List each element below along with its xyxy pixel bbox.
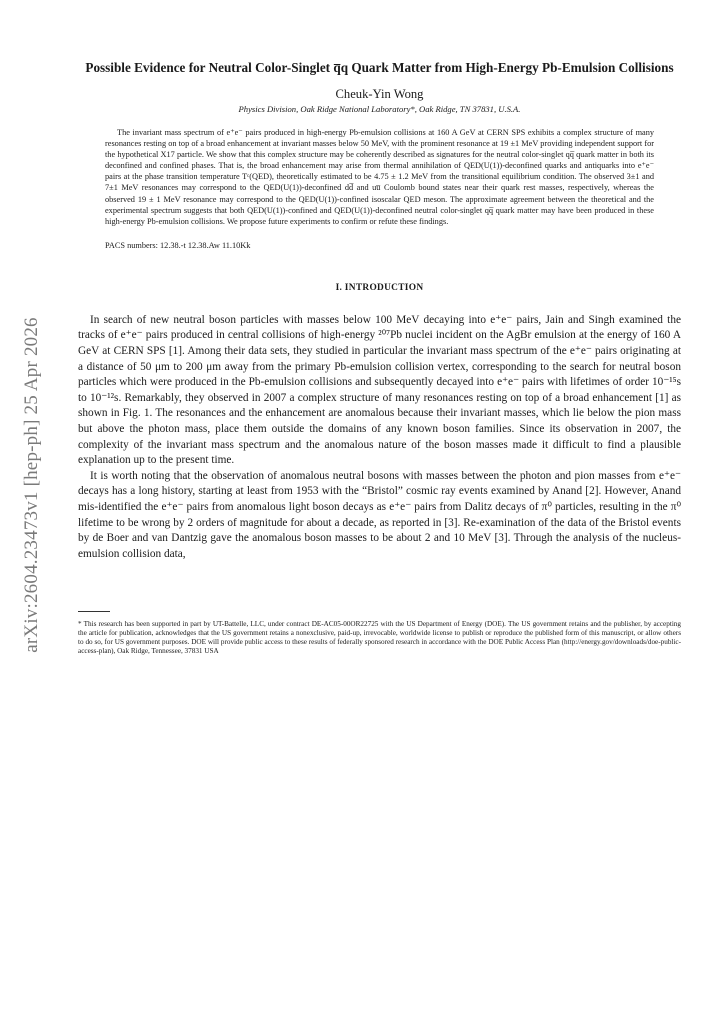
body-text [78, 313, 681, 563]
abstract: The invariant mass spectrum of e⁺e⁻ pairs produced in high-energy Pb-emulsion collisions at 160 A GeV at CERN SPS exhibits a complex structure of many resonances resting on top of a broad enhancement at invariant masses below 50 MeV, with the prominent resonance at 19 ±1 MeV providing independent support for the hypothetical X17 particle. We show that this complex structure may be coherently described as signatures for the neutral color-singlet qq̅ quark matter in both its deconfined and confined phases. That is, the broad enhancement may arise from thermal annihilation of QED(U(1))-deconfined quarks and antiquarks into e⁺e⁻ pairs at the phase transition temperature Tᶜ(QED), theoretically estimated to be 4.75 ± 1.2 MeV from the transitional equilibrium condition. The observed 3±1 and 7±1 MeV resonances may correspond to the QED(U(1))-deconfined dd̅ and uu̅ Coulomb bound states near their quark rest masses, respectively, whereas the observed 19 ± 1 MeV resonance may correspond to the QED(U(1))-confined isoscalar QED meson. The approximate agreement between the theoretical and the experimental spectrum suggests that both QED(U(1))-confined and QED(U(1))-deconfined neutral color-singlet qq̅ quark matter may have been produced in these high-energy Pb-emulsion collisions. We propose future experiments to confirm or refute these findings. [105, 128, 654, 226]
paper-page [78, 60, 681, 656]
arxiv-id: arXiv:2604.23473v1 [hep-ph] 25 Apr 2026 [21, 317, 42, 653]
arxiv-stamp [22, 295, 42, 675]
pacs-numbers: PACS numbers: 12.38.-t 12.38.Aw 11.10Kk [105, 240, 251, 250]
paragraph: In search of new neutral boson particles with masses below 100 MeV decaying into e⁺e⁻ pairs, Jain and Singh examined the tracks of e⁺e⁻ pairs produced in central collisions of high-energy ²⁰⁷Pb nuclei incident on the AgBr emulsion at the energy of 160 A GeV at CERN SPS [1]. Among their data sets, they studied in particular the invariant mass spectrum of the e⁺e⁻ pairs originating at a distance of 50 μm to 200 μm away from the primary Pb-emulsion collision vertex, corresponding to the search for neutral boson particles which were produced in the Pb-emulsion collisions and subsequently decayed into e⁺e⁻ pairs with lifetimes of order 10⁻¹⁵s to 10⁻¹²s. Remarkably, they observed in 2007 a complex structure of many resonances resting on top of a broad enhancement [1] as shown in Fig. 1. The resonances and the enhancement are anomalous because their invariant masses, which lie below the pion mass but above the photon mass, place them outside the domains of any known boson families. Since its observation in 2007, the complexity of the invariant mass spectrum and the anomalous nature of the boson masses made it difficult to find a plausible explanation up to the present time. [78, 313, 681, 467]
footnote: * This research has been supported in part by UT-Battelle, LLC, under contract DE-AC05-00OR22725 with the US Department of Energy (DOE). The US government retains and the publisher, by accepting the article for publication, acknowledges that the US government retains a nonexclusive, paid-up, irrevocable, worldwide license to publish or reproduce the published form of this manuscript, or allow others to do so, for US government purposes. DOE will provide public access to these results of federally sponsored research in accordance with the DOE Public Access Plan (http://energy.gov/downloads/doe-public-access-plan), Oak Ridge, Tennessee, 37831 USA [78, 620, 681, 656]
paper-title: Possible Evidence for Neutral Color-Singlet q̅q Quark Matter from High-Energy Pb-Emulsion Collisions [85, 60, 674, 75]
section-heading: I. INTRODUCTION [335, 282, 424, 293]
affiliation: Physics Division, Oak Ridge National Laboratory*, Oak Ridge, TN 37831, U.S.A. [238, 104, 521, 114]
footnote-rule [78, 611, 110, 612]
author-name: Cheuk-Yin Wong [335, 87, 424, 101]
paragraph: It is worth noting that the observation of anomalous neutral bosons with masses between the photon and pion masses from e⁺e⁻ decays has a long history, starting at least from 1953 with the “Bristol” cosmic ray events examined by Anand [2]. However, Anand mis-identified the e⁺e⁻ pairs from anomalous light boson decays as e⁺e⁻ pairs from Dalitz decays of π⁰ particles, resulting in the π⁰ lifetime to be wrong by 2 orders of magnitude for about a decade, as reported in [3]. Re-examination of the data of the Bristol events by de Boer and van Dantzig gave the anomalous boson masses to be about 2 and 10 MeV [3]. Through the analysis of the nucleus-emulsion collision data, [78, 469, 681, 560]
